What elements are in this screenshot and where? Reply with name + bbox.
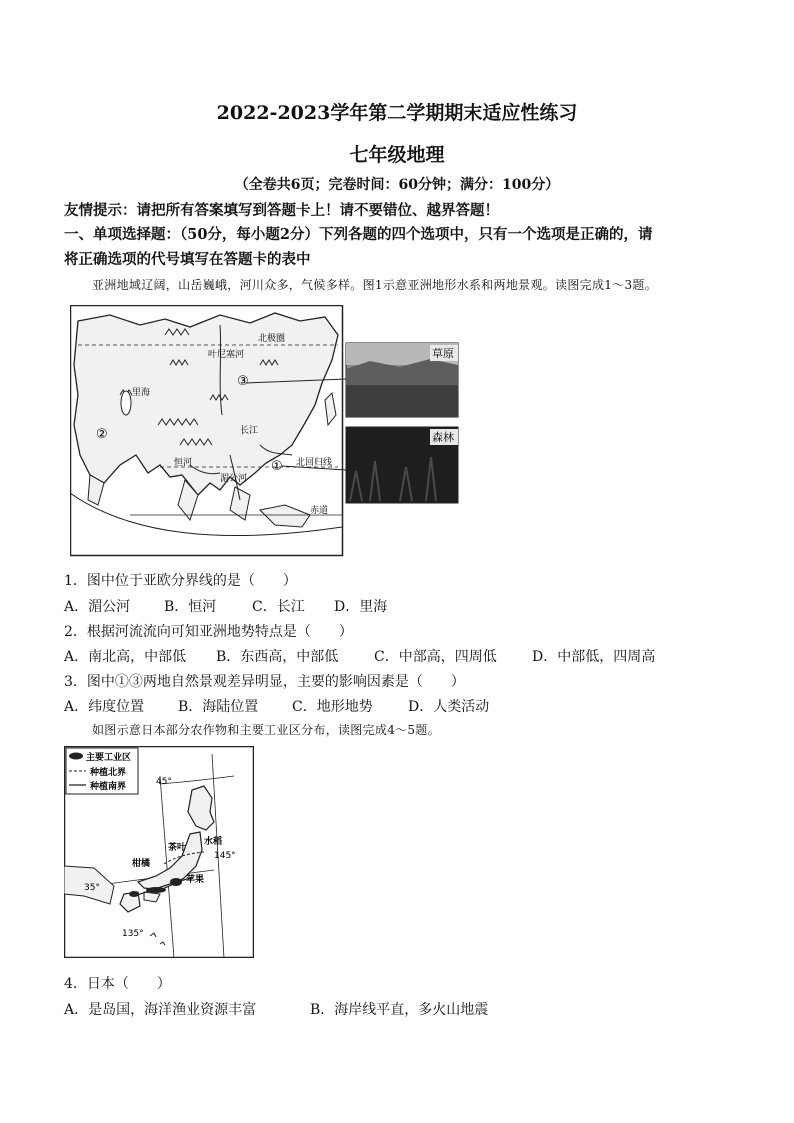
marker-2: ② bbox=[96, 427, 108, 442]
label-arctic-circle: 北极圈 bbox=[258, 334, 286, 344]
label-citrus: 柑橘 bbox=[132, 859, 151, 869]
section-heading-line1: 一、单项选择题：（50分，每小题2分）下列各题的四个选项中，只有一个选项是正确的，请 bbox=[64, 226, 653, 243]
q4-option-b[interactable]: B．海岸线平直，多火山地震 bbox=[310, 1002, 489, 1018]
q2-stem: 2．根据河流流向可知亚洲地势特点是（ ） bbox=[64, 624, 353, 640]
label-lon135: 135° bbox=[122, 929, 144, 939]
legend-south: 种植南界 bbox=[90, 782, 127, 792]
industrial-area-3 bbox=[129, 891, 139, 897]
q2-option-d[interactable]: D．中部低，四周高 bbox=[532, 649, 656, 665]
q3-option-c[interactable]: C．地形地势 bbox=[292, 699, 373, 715]
photo-label-forest: 森林 bbox=[432, 431, 454, 444]
q2-option-a[interactable]: A．南北高，中部低 bbox=[64, 649, 187, 665]
label-tropic: 北回归线 bbox=[296, 458, 333, 468]
label-lon145: 145° bbox=[214, 851, 236, 861]
label-yenisei: 叶尼塞河 bbox=[208, 350, 245, 360]
label-tea: 茶叶 bbox=[168, 843, 187, 853]
industrial-area-1 bbox=[170, 878, 182, 886]
q4-stem: 4．日本（ ） bbox=[64, 976, 171, 992]
q1-option-c[interactable]: C．长江 bbox=[252, 599, 305, 615]
label-rice: 水稻 bbox=[204, 837, 223, 847]
q1-stem: 1．图中位于亚欧分界线的是（ ） bbox=[64, 573, 297, 589]
label-yangtze: 长江 bbox=[240, 426, 259, 436]
caspian-sea bbox=[121, 391, 131, 415]
q3-option-b[interactable]: B．海陆位置 bbox=[178, 699, 259, 715]
intro-1: 亚洲地域辽阔，山岳巍峨，河川众多，气候多样。图1示意亚洲地形水系和两地景观。读图完成1～3题。 bbox=[92, 278, 658, 292]
paper-subtitle: 七年级地理 bbox=[349, 144, 445, 166]
q1-option-a[interactable]: A．湄公河 bbox=[64, 599, 131, 615]
label-apple: 苹果 bbox=[186, 875, 205, 885]
grassland-photo bbox=[346, 343, 458, 417]
reminder: 友情提示：请把所有答案填写到答题卡上！请不要错位、越界答题！ bbox=[64, 202, 499, 219]
paper-info: （全卷共6页；完卷时间：60分钟；满分：100分） bbox=[234, 177, 560, 193]
intro-2: 如图示意日本部分农作物和主要工业区分布，读图完成4～5题。 bbox=[92, 723, 440, 737]
industrial-area-2 bbox=[146, 887, 166, 893]
q2-options bbox=[64, 646, 655, 666]
q4-option-a[interactable]: A．是岛国，海洋渔业资源丰富 bbox=[64, 1002, 257, 1018]
photo-label-grassland: 草原 bbox=[432, 347, 454, 360]
q4-options bbox=[64, 999, 488, 1019]
marker-3: ③ bbox=[237, 374, 249, 389]
q3-stem: 3．图中①③两地自然景观差异明显，主要的影响因素是（ ） bbox=[64, 674, 465, 690]
q1-option-b[interactable]: B．恒河 bbox=[164, 599, 217, 615]
asia-map bbox=[70, 305, 460, 557]
q3-option-d[interactable]: D．人类活动 bbox=[408, 699, 490, 715]
q1-option-d[interactable]: D．里海 bbox=[334, 599, 388, 615]
q3-options bbox=[64, 696, 489, 716]
q2-option-c[interactable]: C．中部高，四周低 bbox=[374, 649, 497, 665]
label-lat45: 45° bbox=[156, 777, 172, 787]
q2-option-b[interactable]: B．东西高，中部低 bbox=[216, 649, 339, 665]
legend-industrial: 主要工业区 bbox=[86, 753, 132, 763]
marker-1: ① bbox=[271, 459, 283, 474]
japan-map bbox=[64, 746, 254, 958]
forest-photo bbox=[346, 427, 458, 503]
legend-north: 种植北界 bbox=[90, 768, 127, 778]
label-lat35: 35° bbox=[84, 883, 100, 893]
label-mekong: 湄公河 bbox=[220, 474, 248, 484]
label-equator: 赤道 bbox=[310, 506, 329, 516]
paper-title: 2022-2023学年第二学期期末适应性练习 bbox=[216, 102, 578, 124]
legend-industrial-symbol bbox=[69, 753, 83, 760]
section-heading-line2: 将正确选项的代号填写在答题卡的表中 bbox=[64, 251, 311, 268]
q3-option-a[interactable]: A．纬度位置 bbox=[64, 699, 145, 715]
label-ganges: 恒河 bbox=[174, 458, 193, 468]
label-caspian: 里海 bbox=[132, 388, 151, 398]
q1-options bbox=[64, 596, 387, 616]
